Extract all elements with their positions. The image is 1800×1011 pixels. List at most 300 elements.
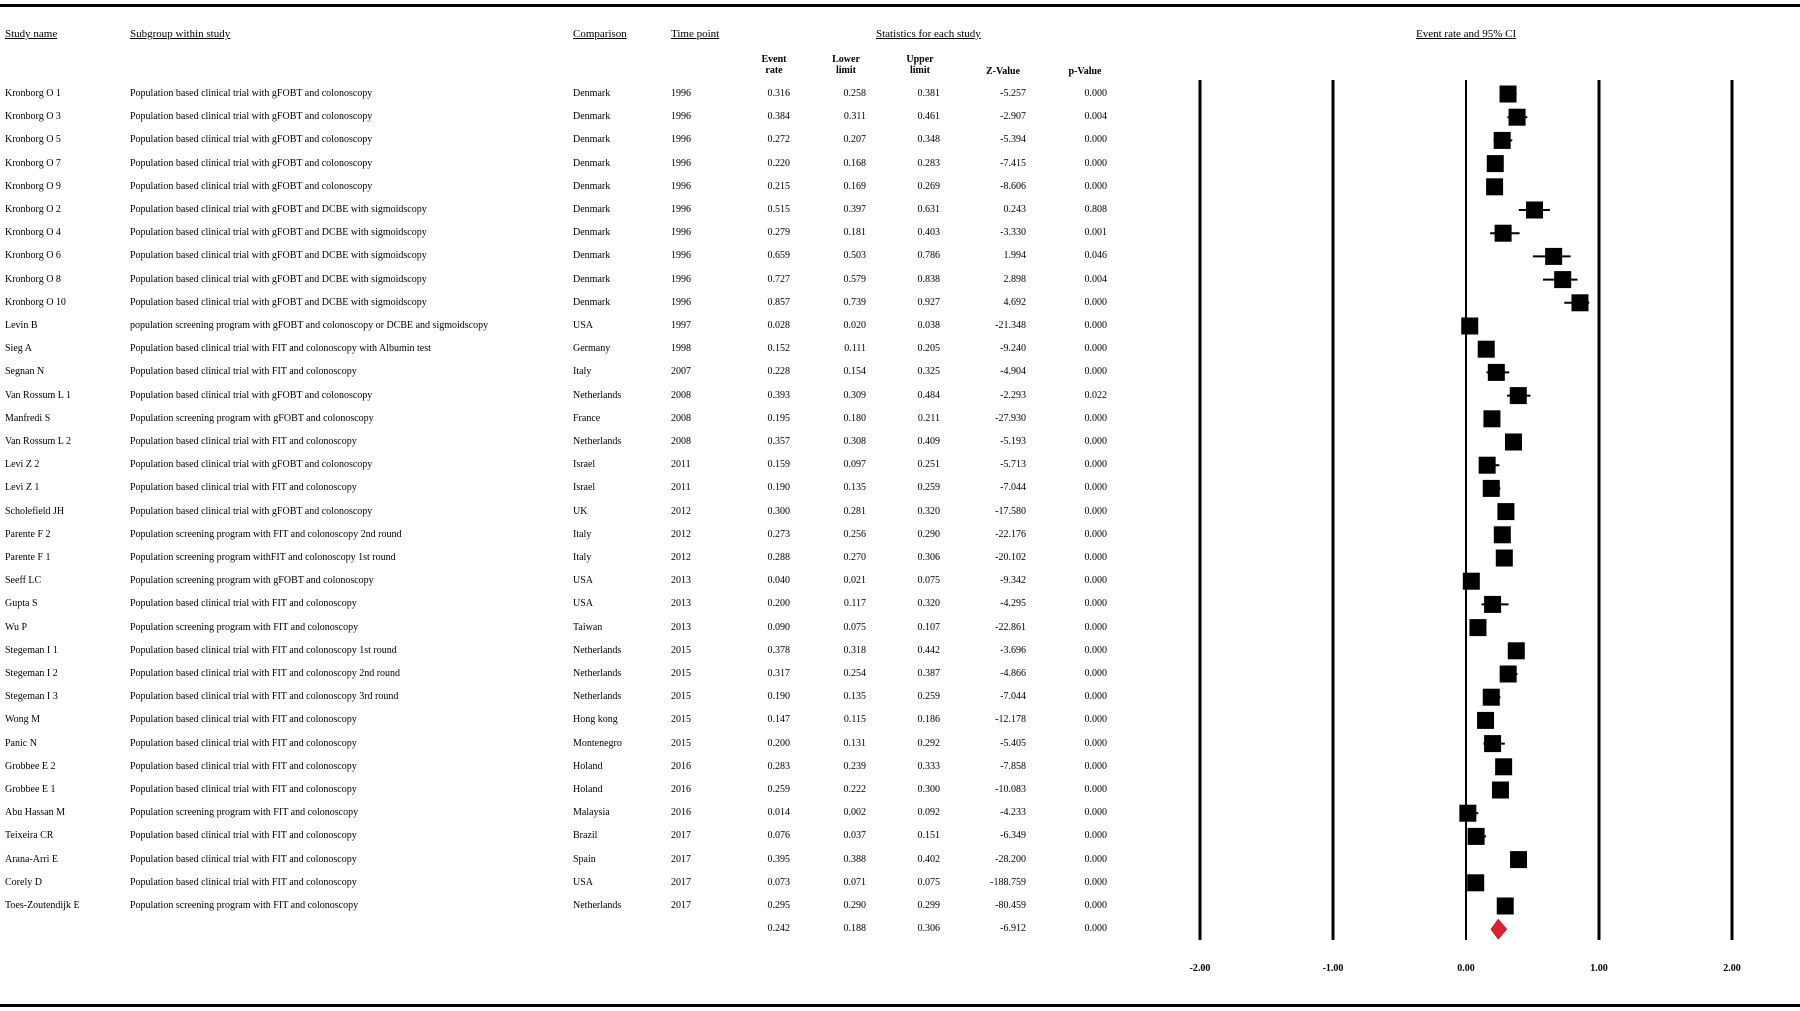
row-time: 2016 xyxy=(671,760,691,772)
row-study: Abu Hassan M xyxy=(5,807,65,819)
row-upper: 0.300 xyxy=(917,784,940,795)
row-rate: 0.220 xyxy=(767,157,790,169)
row-study: Arana-Arri E xyxy=(5,853,59,865)
row-lower: 0.388 xyxy=(843,853,866,865)
row-subgroup: Population screening program with FIT and colonoscopy xyxy=(130,621,359,633)
row-upper: 0.461 xyxy=(917,111,940,123)
row-upper: 0.251 xyxy=(917,459,940,471)
row-upper: 0.381 xyxy=(917,88,940,99)
point-marker xyxy=(1492,782,1509,799)
row-comparison: Holand xyxy=(573,760,603,772)
row-time: 2007 xyxy=(671,366,691,378)
row-time: 1998 xyxy=(671,343,691,355)
row-upper: 0.075 xyxy=(917,876,940,888)
row-lower: 0.739 xyxy=(843,296,866,308)
row-subgroup: Population based clinical trial with gFOBT and DCBE with sigmoidscopy xyxy=(130,296,427,308)
row-subgroup: Population based clinical trial with FIT and colonoscopy 1st round xyxy=(130,644,397,656)
summary-upper: 0.306 xyxy=(917,923,940,935)
row-p: 0.000 xyxy=(1084,436,1107,447)
row-p: 0.000 xyxy=(1084,714,1107,726)
point-marker xyxy=(1496,550,1513,567)
point-marker xyxy=(1500,86,1517,103)
row-study: Van Rossum L 1 xyxy=(5,389,72,401)
point-marker xyxy=(1554,271,1571,288)
row-lower: 0.071 xyxy=(843,876,866,888)
row-comparison: France xyxy=(573,412,601,424)
row-rate: 0.316 xyxy=(767,88,790,99)
row-upper: 0.259 xyxy=(917,482,940,494)
row-p: 0.000 xyxy=(1084,691,1107,703)
row-study: Kronborg O 5 xyxy=(5,134,61,146)
row-z: -2.907 xyxy=(1000,111,1026,123)
x-tick-label: 0.00 xyxy=(1457,963,1475,974)
row-upper: 0.387 xyxy=(917,668,940,679)
point-marker xyxy=(1486,178,1503,195)
row-study: Panic N xyxy=(5,737,37,749)
row-rate: 0.076 xyxy=(767,830,790,842)
row-subgroup: Population screening program withFIT and colonoscopy 1st round xyxy=(130,552,396,563)
row-upper: 0.409 xyxy=(917,436,940,447)
row-subgroup: Population screening program with gFOBT and colonoscopy xyxy=(130,575,374,587)
row-subgroup: Population screening program with FIT and colonoscopy xyxy=(130,807,359,819)
header-plot-title: Event rate and 95% CI xyxy=(1416,28,1517,40)
row-lower: 0.111 xyxy=(844,343,866,355)
row-time: 2015 xyxy=(671,668,691,679)
row-comparison: Israel xyxy=(573,459,596,471)
row-p: 0.000 xyxy=(1084,668,1107,679)
row-study: Wu P xyxy=(5,621,28,633)
row-comparison: Denmark xyxy=(573,134,611,146)
row-p: 0.000 xyxy=(1084,598,1107,610)
row-z: -22.861 xyxy=(995,621,1026,633)
row-comparison: UK xyxy=(573,505,588,517)
row-study: Kronborg O 4 xyxy=(5,227,61,239)
row-rate: 0.272 xyxy=(767,134,790,146)
row-p: 0.000 xyxy=(1084,180,1107,192)
row-z: -7.044 xyxy=(1000,691,1026,703)
row-upper: 0.927 xyxy=(917,296,940,308)
row-comparison: Malaysia xyxy=(573,807,610,819)
row-p: 0.004 xyxy=(1084,111,1107,123)
row-lower: 0.002 xyxy=(843,807,866,819)
row-p: 0.000 xyxy=(1084,134,1107,146)
row-lower: 0.075 xyxy=(843,621,866,633)
row-upper: 0.259 xyxy=(917,691,940,703)
row-time: 2016 xyxy=(671,784,691,795)
row-p: 0.000 xyxy=(1084,366,1107,378)
row-p: 0.000 xyxy=(1084,482,1107,494)
row-study: Levi Z 2 xyxy=(5,459,40,471)
row-time: 1996 xyxy=(671,250,691,262)
row-upper: 0.320 xyxy=(917,505,940,517)
point-marker xyxy=(1461,318,1478,335)
row-subgroup: Population based clinical trial with gFOBT and colonoscopy xyxy=(130,459,373,471)
row-subgroup: Population based clinical trial with gFOBT and DCBE with sigmoidscopy xyxy=(130,227,427,239)
row-subgroup: Population based clinical trial with FIT and colonoscopy 3rd round xyxy=(130,691,399,703)
row-time: 2013 xyxy=(671,621,691,633)
row-upper: 0.186 xyxy=(917,714,940,726)
row-upper: 0.292 xyxy=(917,737,940,749)
point-marker xyxy=(1459,805,1476,822)
row-study: Stegeman I 3 xyxy=(5,691,58,703)
row-z: -28.200 xyxy=(995,853,1026,865)
point-marker xyxy=(1495,758,1512,775)
row-p: 0.000 xyxy=(1084,157,1107,169)
row-upper: 0.786 xyxy=(917,250,940,262)
row-rate: 0.073 xyxy=(767,876,790,888)
row-time: 2016 xyxy=(671,807,691,819)
point-marker xyxy=(1488,364,1505,381)
row-study: Stegeman I 2 xyxy=(5,668,58,679)
row-z: 1.994 xyxy=(1003,250,1026,262)
row-p: 0.000 xyxy=(1084,459,1107,471)
row-upper: 0.306 xyxy=(917,552,940,563)
row-rate: 0.040 xyxy=(767,575,790,587)
row-p: 0.000 xyxy=(1084,760,1107,772)
row-lower: 0.168 xyxy=(843,157,866,169)
point-marker xyxy=(1526,202,1543,219)
point-marker xyxy=(1479,457,1496,474)
row-subgroup: Population based clinical trial with FIT and colonoscopy xyxy=(130,784,357,795)
row-rate: 0.152 xyxy=(767,343,790,355)
row-time: 1996 xyxy=(671,227,691,239)
row-z: -20.102 xyxy=(995,552,1026,563)
row-lower: 0.154 xyxy=(843,366,866,378)
row-p: 0.000 xyxy=(1084,505,1107,517)
row-z: -188.759 xyxy=(990,876,1026,888)
row-study: Kronborg O 6 xyxy=(5,250,61,262)
row-lower: 0.115 xyxy=(843,714,866,726)
row-comparison: Spain xyxy=(573,853,596,865)
row-subgroup: Population based clinical trial with FIT and colonoscopy xyxy=(130,482,357,494)
row-lower: 0.239 xyxy=(843,760,866,772)
row-subgroup: Population based clinical trial with FIT and colonoscopy xyxy=(130,876,357,888)
point-marker xyxy=(1494,526,1511,543)
row-subgroup: Population based clinical trial with FIT and colonoscopy xyxy=(130,853,357,865)
row-subgroup: Population screening program with FIT and colonoscopy xyxy=(130,900,359,911)
point-marker xyxy=(1500,666,1517,683)
row-lower: 0.020 xyxy=(843,320,866,331)
row-comparison: USA xyxy=(573,575,594,587)
row-upper: 0.320 xyxy=(917,598,940,610)
row-upper: 0.107 xyxy=(917,621,940,633)
row-upper: 0.484 xyxy=(917,389,940,401)
row-lower: 0.207 xyxy=(843,134,866,146)
row-comparison: Denmark xyxy=(573,157,611,169)
row-comparison: Netherlands xyxy=(573,900,622,911)
row-upper: 0.290 xyxy=(917,528,940,540)
row-lower: 0.254 xyxy=(843,668,866,679)
row-comparison: Netherlands xyxy=(573,436,622,447)
row-z: -9.342 xyxy=(1000,575,1026,587)
row-subgroup: Population based clinical trial with gFOBT and DCBE with sigmoidscopy xyxy=(130,273,427,285)
header-study-name: Study name xyxy=(5,28,58,40)
row-time: 1997 xyxy=(671,320,691,331)
subheader-event-rate: Event rate xyxy=(761,54,787,76)
row-z: 2.898 xyxy=(1003,273,1026,285)
row-rate: 0.200 xyxy=(767,737,790,749)
row-subgroup: Population based clinical trial with FIT and colonoscopy with Albumin test xyxy=(130,343,431,355)
row-time: 1996 xyxy=(671,111,691,123)
row-study: Teixeira CR xyxy=(5,830,54,842)
row-subgroup: Population based clinical trial with gFOBT and colonoscopy xyxy=(130,111,373,123)
row-rate: 0.259 xyxy=(767,784,790,795)
row-rate: 0.200 xyxy=(767,598,790,610)
row-study: Toes-Zoutendijk E xyxy=(5,900,80,911)
row-comparison: Netherlands xyxy=(573,691,622,703)
row-z: -4.295 xyxy=(1000,598,1026,610)
row-time: 2015 xyxy=(671,737,691,749)
row-z: -9.240 xyxy=(1000,343,1026,355)
row-p: 0.000 xyxy=(1084,552,1107,563)
row-rate: 0.317 xyxy=(767,668,790,679)
point-marker xyxy=(1495,225,1512,242)
point-marker xyxy=(1483,480,1500,497)
row-comparison: Brazil xyxy=(573,830,598,842)
row-lower: 0.311 xyxy=(843,111,866,123)
row-time: 1996 xyxy=(671,134,691,146)
row-upper: 0.325 xyxy=(917,366,940,378)
row-z: -17.580 xyxy=(995,505,1026,517)
row-p: 0.000 xyxy=(1084,830,1107,842)
row-z: -80.459 xyxy=(995,900,1026,911)
row-upper: 0.348 xyxy=(917,134,940,146)
row-subgroup: Population based clinical trial with gFOBT and colonoscopy xyxy=(130,157,373,169)
row-subgroup: Population based clinical trial with FIT and colonoscopy xyxy=(130,366,357,378)
row-p: 0.000 xyxy=(1084,784,1107,795)
row-lower: 0.579 xyxy=(843,273,866,285)
row-time: 1996 xyxy=(671,180,691,192)
point-marker xyxy=(1478,341,1495,358)
row-upper: 0.151 xyxy=(917,830,940,842)
row-p: 0.001 xyxy=(1084,227,1107,239)
row-study: Scholefield JH xyxy=(5,505,65,517)
header-subgroup: Subgroup within study xyxy=(130,28,231,40)
row-subgroup: Population screening program with FIT and colonoscopy 2nd round xyxy=(130,528,402,540)
row-lower: 0.318 xyxy=(843,644,866,656)
row-rate: 0.028 xyxy=(767,320,790,331)
row-z: -5.713 xyxy=(1000,459,1026,471)
row-z: -21.348 xyxy=(995,320,1026,331)
summary-diamond xyxy=(1491,919,1507,939)
row-subgroup: Population screening program with gFOBT and colonoscopy xyxy=(130,412,374,424)
row-z: -4.904 xyxy=(1000,366,1026,378)
row-comparison: USA xyxy=(573,320,594,331)
row-upper: 0.403 xyxy=(917,227,940,239)
row-time: 2011 xyxy=(671,482,691,494)
row-lower: 0.503 xyxy=(843,250,866,262)
row-z: -22.176 xyxy=(995,528,1026,540)
row-p: 0.000 xyxy=(1084,88,1107,99)
row-lower: 0.397 xyxy=(843,204,866,215)
row-z: -7.044 xyxy=(1000,482,1026,494)
row-lower: 0.258 xyxy=(843,88,866,99)
point-marker xyxy=(1509,109,1526,126)
row-time: 2012 xyxy=(671,552,691,563)
row-z: -2.293 xyxy=(1000,389,1026,401)
row-subgroup: Population based clinical trial with gFOBT and colonoscopy xyxy=(130,180,373,192)
row-lower: 0.222 xyxy=(843,784,866,795)
row-comparison: Denmark xyxy=(573,88,611,99)
summary-p: 0.000 xyxy=(1084,923,1107,935)
row-study: Segnan N xyxy=(5,366,45,378)
row-study: Grobbee E 2 xyxy=(5,760,56,772)
row-z: -4.233 xyxy=(1000,807,1026,819)
row-p: 0.046 xyxy=(1084,250,1107,262)
row-study: Stegeman I 1 xyxy=(5,644,58,656)
row-rate: 0.090 xyxy=(767,621,790,633)
row-comparison: Italy xyxy=(573,528,592,540)
row-time: 2017 xyxy=(671,900,691,911)
row-z: -7.415 xyxy=(1000,157,1026,169)
row-rate: 0.190 xyxy=(767,482,790,494)
row-rate: 0.295 xyxy=(767,900,790,911)
row-upper: 0.205 xyxy=(917,343,940,355)
row-z: -5.405 xyxy=(1000,737,1026,749)
row-z: -5.193 xyxy=(1000,436,1026,447)
point-marker xyxy=(1484,735,1501,752)
row-comparison: Netherlands xyxy=(573,389,622,401)
row-comparison: Denmark xyxy=(573,273,611,285)
row-z: 4.692 xyxy=(1003,296,1026,308)
row-study: Manfredi S xyxy=(5,412,51,424)
row-time: 2013 xyxy=(671,598,691,610)
row-z: -8.606 xyxy=(1000,180,1026,192)
point-marker xyxy=(1483,689,1500,706)
row-study: Parente F 1 xyxy=(5,552,51,563)
row-lower: 0.021 xyxy=(843,575,866,587)
subheader-upper-limit: Upper limit xyxy=(906,54,934,76)
row-lower: 0.308 xyxy=(843,436,866,447)
row-comparison: Hong kong xyxy=(573,714,618,726)
row-study: Parente F 2 xyxy=(5,528,51,540)
point-marker xyxy=(1494,132,1511,149)
row-upper: 0.283 xyxy=(917,157,940,169)
row-study: Van Rossum L 2 xyxy=(5,436,72,447)
row-comparison: USA xyxy=(573,876,594,888)
row-z: -12.178 xyxy=(995,714,1026,726)
row-subgroup: Population based clinical trial with gFOBT and colonoscopy xyxy=(130,389,373,401)
header-time-point: Time point xyxy=(671,28,720,40)
row-upper: 0.442 xyxy=(917,644,940,656)
row-p: 0.000 xyxy=(1084,807,1107,819)
row-z: -4.866 xyxy=(1000,668,1026,679)
row-rate: 0.273 xyxy=(767,528,790,540)
row-z: -3.696 xyxy=(1000,644,1026,656)
row-lower: 0.181 xyxy=(843,227,866,239)
row-upper: 0.092 xyxy=(917,807,940,819)
row-p: 0.000 xyxy=(1084,343,1107,355)
row-p: 0.000 xyxy=(1084,621,1107,633)
row-lower: 0.180 xyxy=(843,412,866,424)
row-subgroup: Population based clinical trial with gFOBT and colonoscopy xyxy=(130,505,373,517)
row-comparison: Italy xyxy=(573,552,592,563)
row-subgroup: population screening program with gFOBT and colonoscopy or DCBE and sigmoidscopy xyxy=(130,320,489,331)
point-marker xyxy=(1510,851,1527,868)
row-rate: 0.378 xyxy=(767,644,790,656)
row-study: Kronborg O 7 xyxy=(5,157,61,169)
row-upper: 0.075 xyxy=(917,575,940,587)
row-time: 2015 xyxy=(671,714,691,726)
summary-z: -6.912 xyxy=(1000,923,1026,935)
point-marker xyxy=(1463,573,1480,590)
row-z: -5.257 xyxy=(1000,88,1026,99)
row-z: -6.349 xyxy=(1000,830,1026,842)
point-marker xyxy=(1571,294,1588,311)
row-rate: 0.159 xyxy=(767,459,790,471)
row-z: -27.930 xyxy=(995,412,1026,424)
row-lower: 0.270 xyxy=(843,552,866,563)
row-study: Kronborg O 10 xyxy=(5,296,66,308)
row-upper: 0.631 xyxy=(917,204,940,215)
subheader-z-value: Z-Value xyxy=(985,66,1021,77)
row-rate: 0.515 xyxy=(767,204,790,215)
row-upper: 0.211 xyxy=(917,412,940,424)
row-subgroup: Population based clinical trial with gFOBT and DCBE with sigmoidscopy xyxy=(130,250,427,262)
row-z: -5.394 xyxy=(1000,134,1026,146)
row-p: 0.000 xyxy=(1084,644,1107,656)
row-z: -3.330 xyxy=(1000,227,1026,239)
row-study: Kronborg O 9 xyxy=(5,180,61,192)
row-comparison: Denmark xyxy=(573,204,611,215)
row-upper: 0.402 xyxy=(917,853,940,865)
row-subgroup: Population based clinical trial with gFOBT and colonoscopy xyxy=(130,134,373,146)
row-p: 0.000 xyxy=(1084,320,1107,331)
row-p: 0.000 xyxy=(1084,737,1107,749)
row-rate: 0.659 xyxy=(767,250,790,262)
row-lower: 0.135 xyxy=(843,691,866,703)
point-marker xyxy=(1487,155,1504,172)
point-marker xyxy=(1505,434,1522,451)
row-p: 0.000 xyxy=(1084,900,1107,911)
row-time: 1996 xyxy=(671,204,691,215)
row-time: 2012 xyxy=(671,505,691,517)
point-marker xyxy=(1497,503,1514,520)
row-subgroup: Population based clinical trial with gFOBT and DCBE with sigmoidscopy xyxy=(130,204,427,215)
x-tick-label: 2.00 xyxy=(1723,963,1741,974)
point-marker xyxy=(1469,619,1486,636)
row-time: 1996 xyxy=(671,157,691,169)
row-study: Levi Z 1 xyxy=(5,482,40,494)
row-rate: 0.215 xyxy=(767,180,790,192)
row-study: Kronborg O 2 xyxy=(5,204,61,215)
row-p: 0.000 xyxy=(1084,296,1107,308)
point-marker xyxy=(1508,642,1525,659)
row-comparison: Denmark xyxy=(573,250,611,262)
row-time: 2015 xyxy=(671,644,691,656)
row-p: 0.000 xyxy=(1084,575,1107,587)
row-lower: 0.037 xyxy=(843,830,866,842)
row-lower: 0.097 xyxy=(843,459,866,471)
row-time: 2011 xyxy=(671,459,691,471)
row-time: 2012 xyxy=(671,528,691,540)
row-time: 2017 xyxy=(671,876,691,888)
row-time: 1996 xyxy=(671,273,691,285)
row-comparison: USA xyxy=(573,598,594,610)
row-comparison: Taiwan xyxy=(573,621,603,633)
row-rate: 0.357 xyxy=(767,436,790,447)
row-rate: 0.279 xyxy=(767,227,790,239)
row-upper: 0.038 xyxy=(917,320,940,331)
summary-lower: 0.188 xyxy=(843,923,866,935)
row-rate: 0.727 xyxy=(767,273,790,285)
row-rate: 0.300 xyxy=(767,505,790,517)
row-rate: 0.014 xyxy=(767,807,790,819)
row-study: Grobbee E 1 xyxy=(5,784,56,795)
row-time: 2008 xyxy=(671,412,691,424)
row-time: 1996 xyxy=(671,88,691,99)
row-comparison: Denmark xyxy=(573,111,611,123)
